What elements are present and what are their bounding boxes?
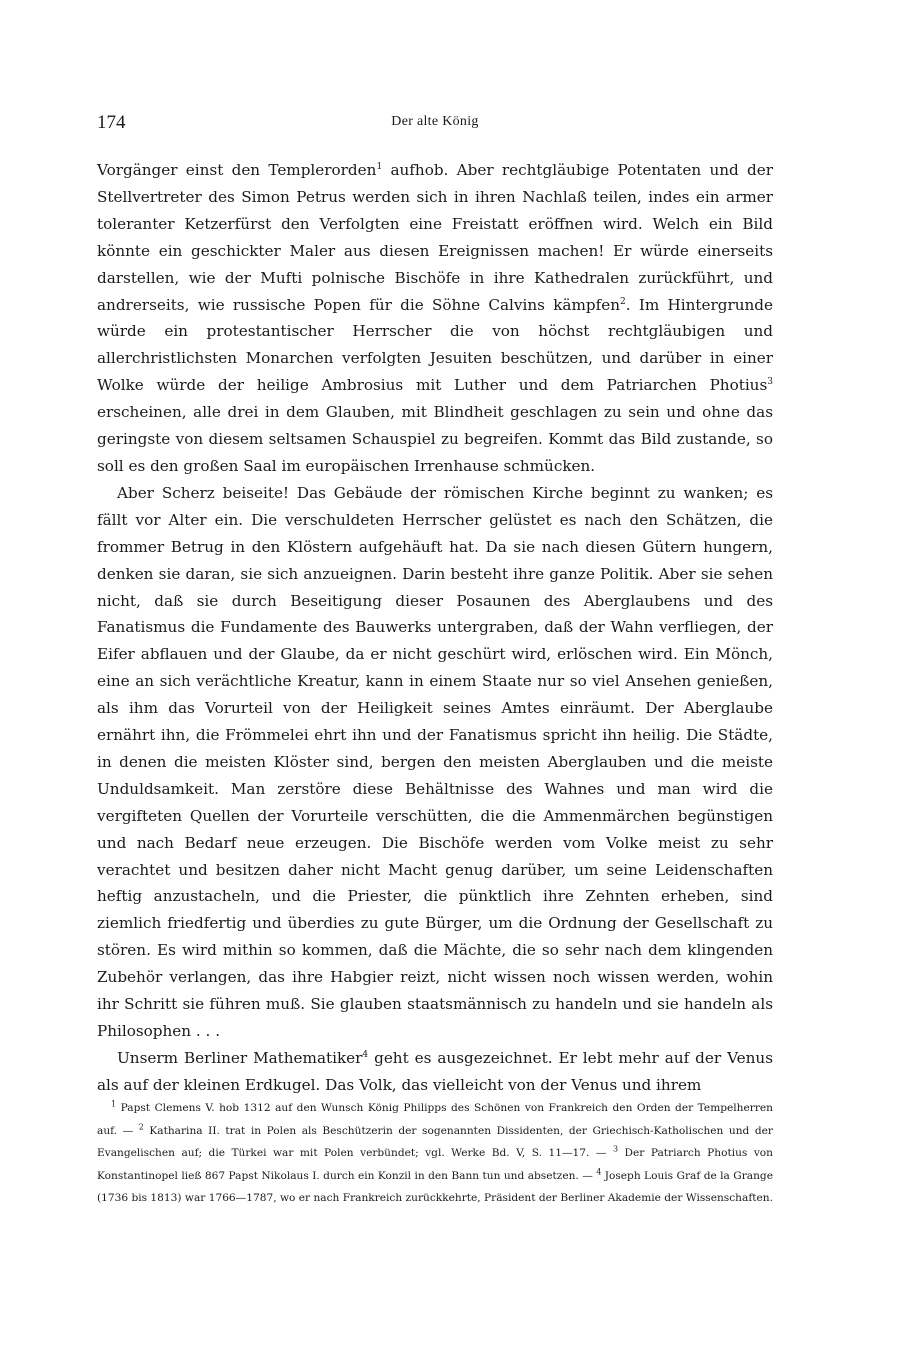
footnote-text-4: Joseph Louis Graf de la Grange (1736 bis 1813) war 1766—1787, wo er nach Frankreich zurückkehrte, Präsident der Berliner Akademie der Wissenschaften.: [97, 1169, 773, 1205]
page-header: [97, 112, 773, 142]
footnote-ref-1: 1: [376, 161, 383, 172]
paragraph-3-part-a: Unserm Berliner Mathematiker: [117, 1048, 363, 1067]
paragraph-1-part-a: Vorgänger einst den Templerorden: [97, 161, 377, 179]
paragraph-3-part-b: geht es ausgezeichnet. Er lebt mehr auf der Venus als auf der kleinen Erdkugel. Das Volk, das vielleicht von der Venus und ihrem: [97, 1048, 773, 1094]
footnote-ref-4: 4: [362, 1049, 369, 1060]
footnotes: [97, 1097, 773, 1210]
footnote-mark-2: 2: [138, 1122, 144, 1132]
paragraph-1-part-c: . Im Hintergrunde würde ein protestantischer Herrscher die von höchst rechtgläubigen und allerchristlichsten Monarchen verfolgten Jesuiten beschützen, und darüber in einer Wolke würde der heilige Ambrosius mit Luther und dem Patriarchen Photius: [97, 295, 774, 395]
paragraph-2: Aber Scherz beiseite! Das Gebäude der römischen Kirche beginnt zu wanken; es fällt vor Alter ein. Die verschuldeten Herrscher gelüstet es nach den Schätzen, die frommer Betrug in den Klöstern aufgehäuft hat. Da sie nach diesen Gütern hungern, denken sie daran, sie sich anzueignen. Darin besteht ihre ganze Politik. Aber sie sehen nicht, daß sie durch Beseitigung dieser Posaunen des Aberglaubens und des Fanatismus die Fundamente des Bauwerks untergraben, daß der Wahn verfliegen, der Eifer abflauen und der Glaube, da er nicht geschürt wird, erlöschen wird. Ein Mönch, eine an sich verächtliche Kreatur, kann in einem Staate nur so viel Ansehen genießen, als ihm das Vorurteil von der Heiligkeit seines Amtes einräumt. Der Aberglaube ernährt ihn, die Frömmelei ehrt ihn und der Fanatismus spricht ihn heilig. Die Städte, in denen die meisten Klöster sind, bergen den meisten Aberglauben und die meiste Unduldsamkeit. Man zerstöre diese Behältnisse des Wahnes und man wird die vergifteten Quellen der Vorurteile verschütten, die die Ammenmärchen begünstigen und nach Bedarf neue erzeugen. Die Bischöfe werden vom Volke meist zu sehr verachtet und besitzen daher nicht Macht genug darüber, um seine Leidenschaften heftig anzustacheln, und die Priester, die pünktlich ihre Zehnten erheben, sind ziemlich friedfertig und überdies zu gute Bürger, um die Ordnung der Gesellschaft zu stören. Es wird mithin so kommen, daß die Mächte, die so sehr nach dem klingenden Zubehör verlangen, das ihre Habgier reizt, nicht wissen noch wissen werden, wohin ihr Schritt sie führen muß. Sie glauben staatsmännisch zu handeln und sie handeln als Philosophen . . .: [97, 483, 773, 1040]
paragraph-3: [97, 1045, 773, 1099]
footnote-text-2: Katharina II. trat in Polen als Beschützerin der sogenannten Dissidenten, der Griechisch-Katholischen und der Evangelischen auf; die Türkei war mit Polen verbündet; vgl. Werke Bd. V, S. 11—17. —: [97, 1124, 773, 1160]
page-number: 174: [97, 112, 126, 133]
running-head: Der alte König: [391, 114, 479, 129]
paragraph-1-part-d: erscheinen, alle drei in dem Glauben, mit Blindheit geschlagen zu sein und ohne das geringste von diesem seltsamen Schauspiel zu begreifen. Kommt das Bild zustande, so soll es den großen Saal im europäischen Irrenhause schmücken.: [97, 403, 773, 475]
footnote-mark-1: 1: [111, 1099, 117, 1109]
footnote-ref-3: 3: [767, 377, 773, 388]
body-text: [97, 157, 773, 1099]
paragraph-1-part-b: aufhob. Aber rechtgläubige Potentaten und der Stellvertreter des Simon Petrus werden sich in ihren Nachlaß teilen, indes ein armer toleranter Ketzerfürst den Verfolgten eine Freistatt eröffnen wird. Welch ein Bild könnte ein geschickter Maler aus diesen Ereignissen machen! Er würde einerseits darstellen, wie der Mufti polnische Bischöfe in ihre Kathedralen zurückführt, und andrerseits, wie russische Popen für die Söhne Calvins kämpfen: [97, 161, 773, 314]
footnote-mark-4: 4: [596, 1167, 602, 1177]
footnote-mark-3: 3: [612, 1144, 619, 1154]
footnote-ref-2: 2: [619, 296, 626, 307]
footnote-block: [97, 1097, 773, 1210]
paragraph-1: [97, 157, 773, 480]
footnote-text-1: Papst Clemens V. hob 1312 auf den Wunsch König Philipps des Schönen von Frankreich den Orden der Tempelherren auf. —: [97, 1102, 773, 1137]
footnote-text-3: Der Patriarch Photius von Konstantinopel ließ 867 Papst Nikolaus I. durch ein Konzil in den Bann tun und absetzen. —: [97, 1147, 774, 1182]
